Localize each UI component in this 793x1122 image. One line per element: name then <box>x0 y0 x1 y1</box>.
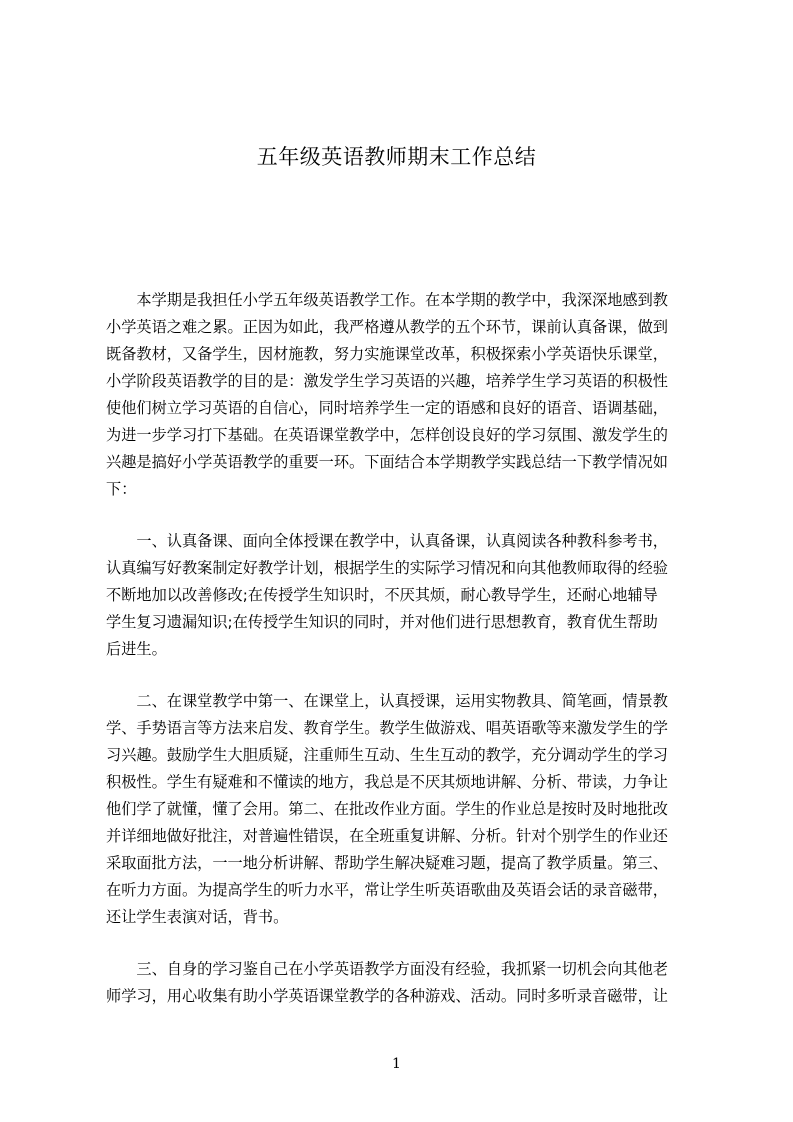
section1-line: 认真编写好教案制定好教学计划，根据学生的实际学习情况和向其他教师取得的经验 <box>106 559 668 577</box>
section1-line: 一、认真备课、面向全体授课在教学中，认真备课，认真阅读各种教科参考书， <box>106 532 668 550</box>
section2-line: 二、在课堂教学中第一、在课堂上，认真授课，运用实物教具、简笔画，情景教 <box>106 692 668 710</box>
section2-line: 他们学了就懂，懂了会用。第二、在批改作业方面。学生的作业总是按时及时地批改 <box>106 800 668 818</box>
intro-line: 为进一步学习打下基础。在英语课堂教学中，怎样创设良好的学习氛围、激发学生的 <box>106 426 668 444</box>
intro-line: 下： <box>106 480 137 498</box>
section2-line: 并详细地做好批注，对普遍性错误，在全班重复讲解、分析。针对个别学生的作业还 <box>106 827 668 845</box>
section2-line: 习兴趣。鼓励学生大胆质疑，注重师生互动、生生互动的教学，充分调动学生的学习 <box>106 746 668 764</box>
section3-line: 三、自身的学习鉴自己在小学英语教学方面没有经验，我抓紧一切机会向其他老 <box>106 960 668 978</box>
section1-line: 不断地加以改善修改;在传授学生知识时，不厌其烦，耐心教导学生，还耐心地辅导 <box>106 586 658 604</box>
section1-line: 后进生。 <box>106 640 167 658</box>
page-number: 1 <box>392 1056 401 1072</box>
section2-line: 在听力方面。为提高学生的听力水平，常让学生听英语歌曲及英语会话的录音磁带， <box>106 881 668 899</box>
intro-line: 使他们树立学习英语的自信心，同时培养学生一定的语感和良好的语音、语调基础， <box>106 399 668 417</box>
document-title: 五年级英语教师期末工作总结 <box>256 145 537 169</box>
intro-line: 小学英语之难之累。正因为如此，我严格遵从教学的五个环节，课前认真备课，做到 <box>106 318 668 336</box>
intro-line: 小学阶段英语教学的目的是：激发学生学习英语的兴趣，培养学生学习英语的积极性 <box>106 372 668 390</box>
intro-line: 既备教材，又备学生，因材施教，努力实施课堂改革，积极探索小学英语快乐课堂， <box>106 345 668 363</box>
section1-line: 学生复习遗漏知识;在传授学生知识的同时，并对他们进行思想教育，教育优生帮助 <box>106 613 658 631</box>
section2-line: 学、手势语言等方法来启发、教育学生。教学生做游戏、唱英语歌等来激发学生的学 <box>106 719 668 737</box>
intro-line: 兴趣是搞好小学英语教学的重要一环。下面结合本学期教学实践总结一下教学情况如 <box>106 453 668 471</box>
section2-line: 积极性。学生有疑难和不懂读的地方，我总是不厌其烦地讲解、分析、带读，力争让 <box>106 773 668 791</box>
section2-line: 采取面批方法，一一地分析讲解、帮助学生解决疑难习题，提高了教学质量。第三、 <box>106 854 668 872</box>
intro-line: 本学期是我担任小学五年级英语教学工作。在本学期的教学中，我深深地感到教 <box>106 291 668 309</box>
section3-line: 师学习，用心收集有助小学英语课堂教学的各种游戏、活动。同时多听录音磁带，让 <box>106 987 668 1005</box>
section2-line: 还让学生表演对话，背书。 <box>106 908 289 926</box>
